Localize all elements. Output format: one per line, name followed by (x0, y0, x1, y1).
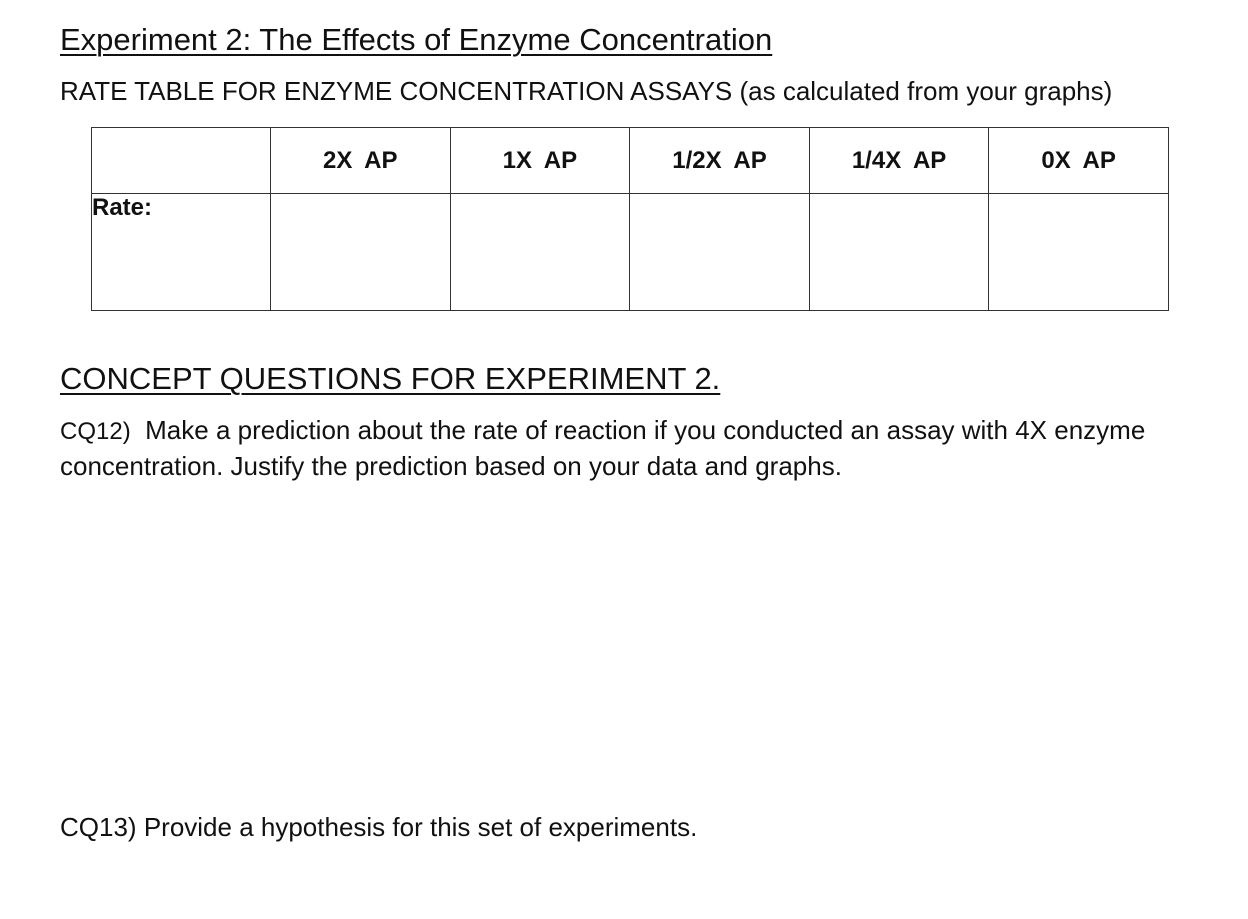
table-header-row (92, 128, 1169, 194)
question-text: Provide a hypothesis for this set of experiments. (143, 812, 698, 842)
column-header-1x-ap: 1X AP (450, 128, 630, 194)
column-header-0x-ap: 0X AP (989, 128, 1169, 194)
table-corner-cell (92, 128, 271, 194)
column-header-half-x-ap: 1/2X AP (630, 128, 810, 194)
rate-cell-half-x-ap[interactable] (630, 194, 810, 311)
table-row (92, 194, 1169, 311)
answer-area-cq13[interactable] (60, 850, 1190, 910)
column-header-2x-ap: 2X AP (271, 128, 451, 194)
rate-cell-quarter-x-ap[interactable] (809, 194, 989, 311)
rate-table (91, 127, 1169, 311)
question-text: Make a prediction about the rate of reaction if you conducted an assay with 4X enzyme concentration. Justify the prediction based on your data and graphs. (60, 415, 1146, 481)
question-number: CQ13) (60, 812, 137, 842)
question-number: CQ12) (60, 418, 131, 445)
answer-area-cq12[interactable] (60, 490, 1190, 790)
rate-cell-2x-ap[interactable] (271, 194, 451, 311)
table-caption: RATE TABLE FOR ENZYME CONCENTRATION ASSAYS (as calculated from your graphs) (60, 76, 1113, 106)
rate-cell-1x-ap[interactable] (450, 194, 630, 311)
question-cq12 (60, 413, 1210, 483)
column-header-quarter-x-ap: 1/4X AP (809, 128, 989, 194)
question-cq13 (60, 810, 1210, 844)
page-title: Experiment 2: The Effects of Enzyme Concentration (60, 22, 773, 57)
concept-questions-heading: CONCEPT QUESTIONS FOR EXPERIMENT 2. (60, 361, 721, 396)
rate-row-label: Rate: (92, 194, 271, 311)
rate-cell-0x-ap[interactable] (989, 194, 1169, 311)
